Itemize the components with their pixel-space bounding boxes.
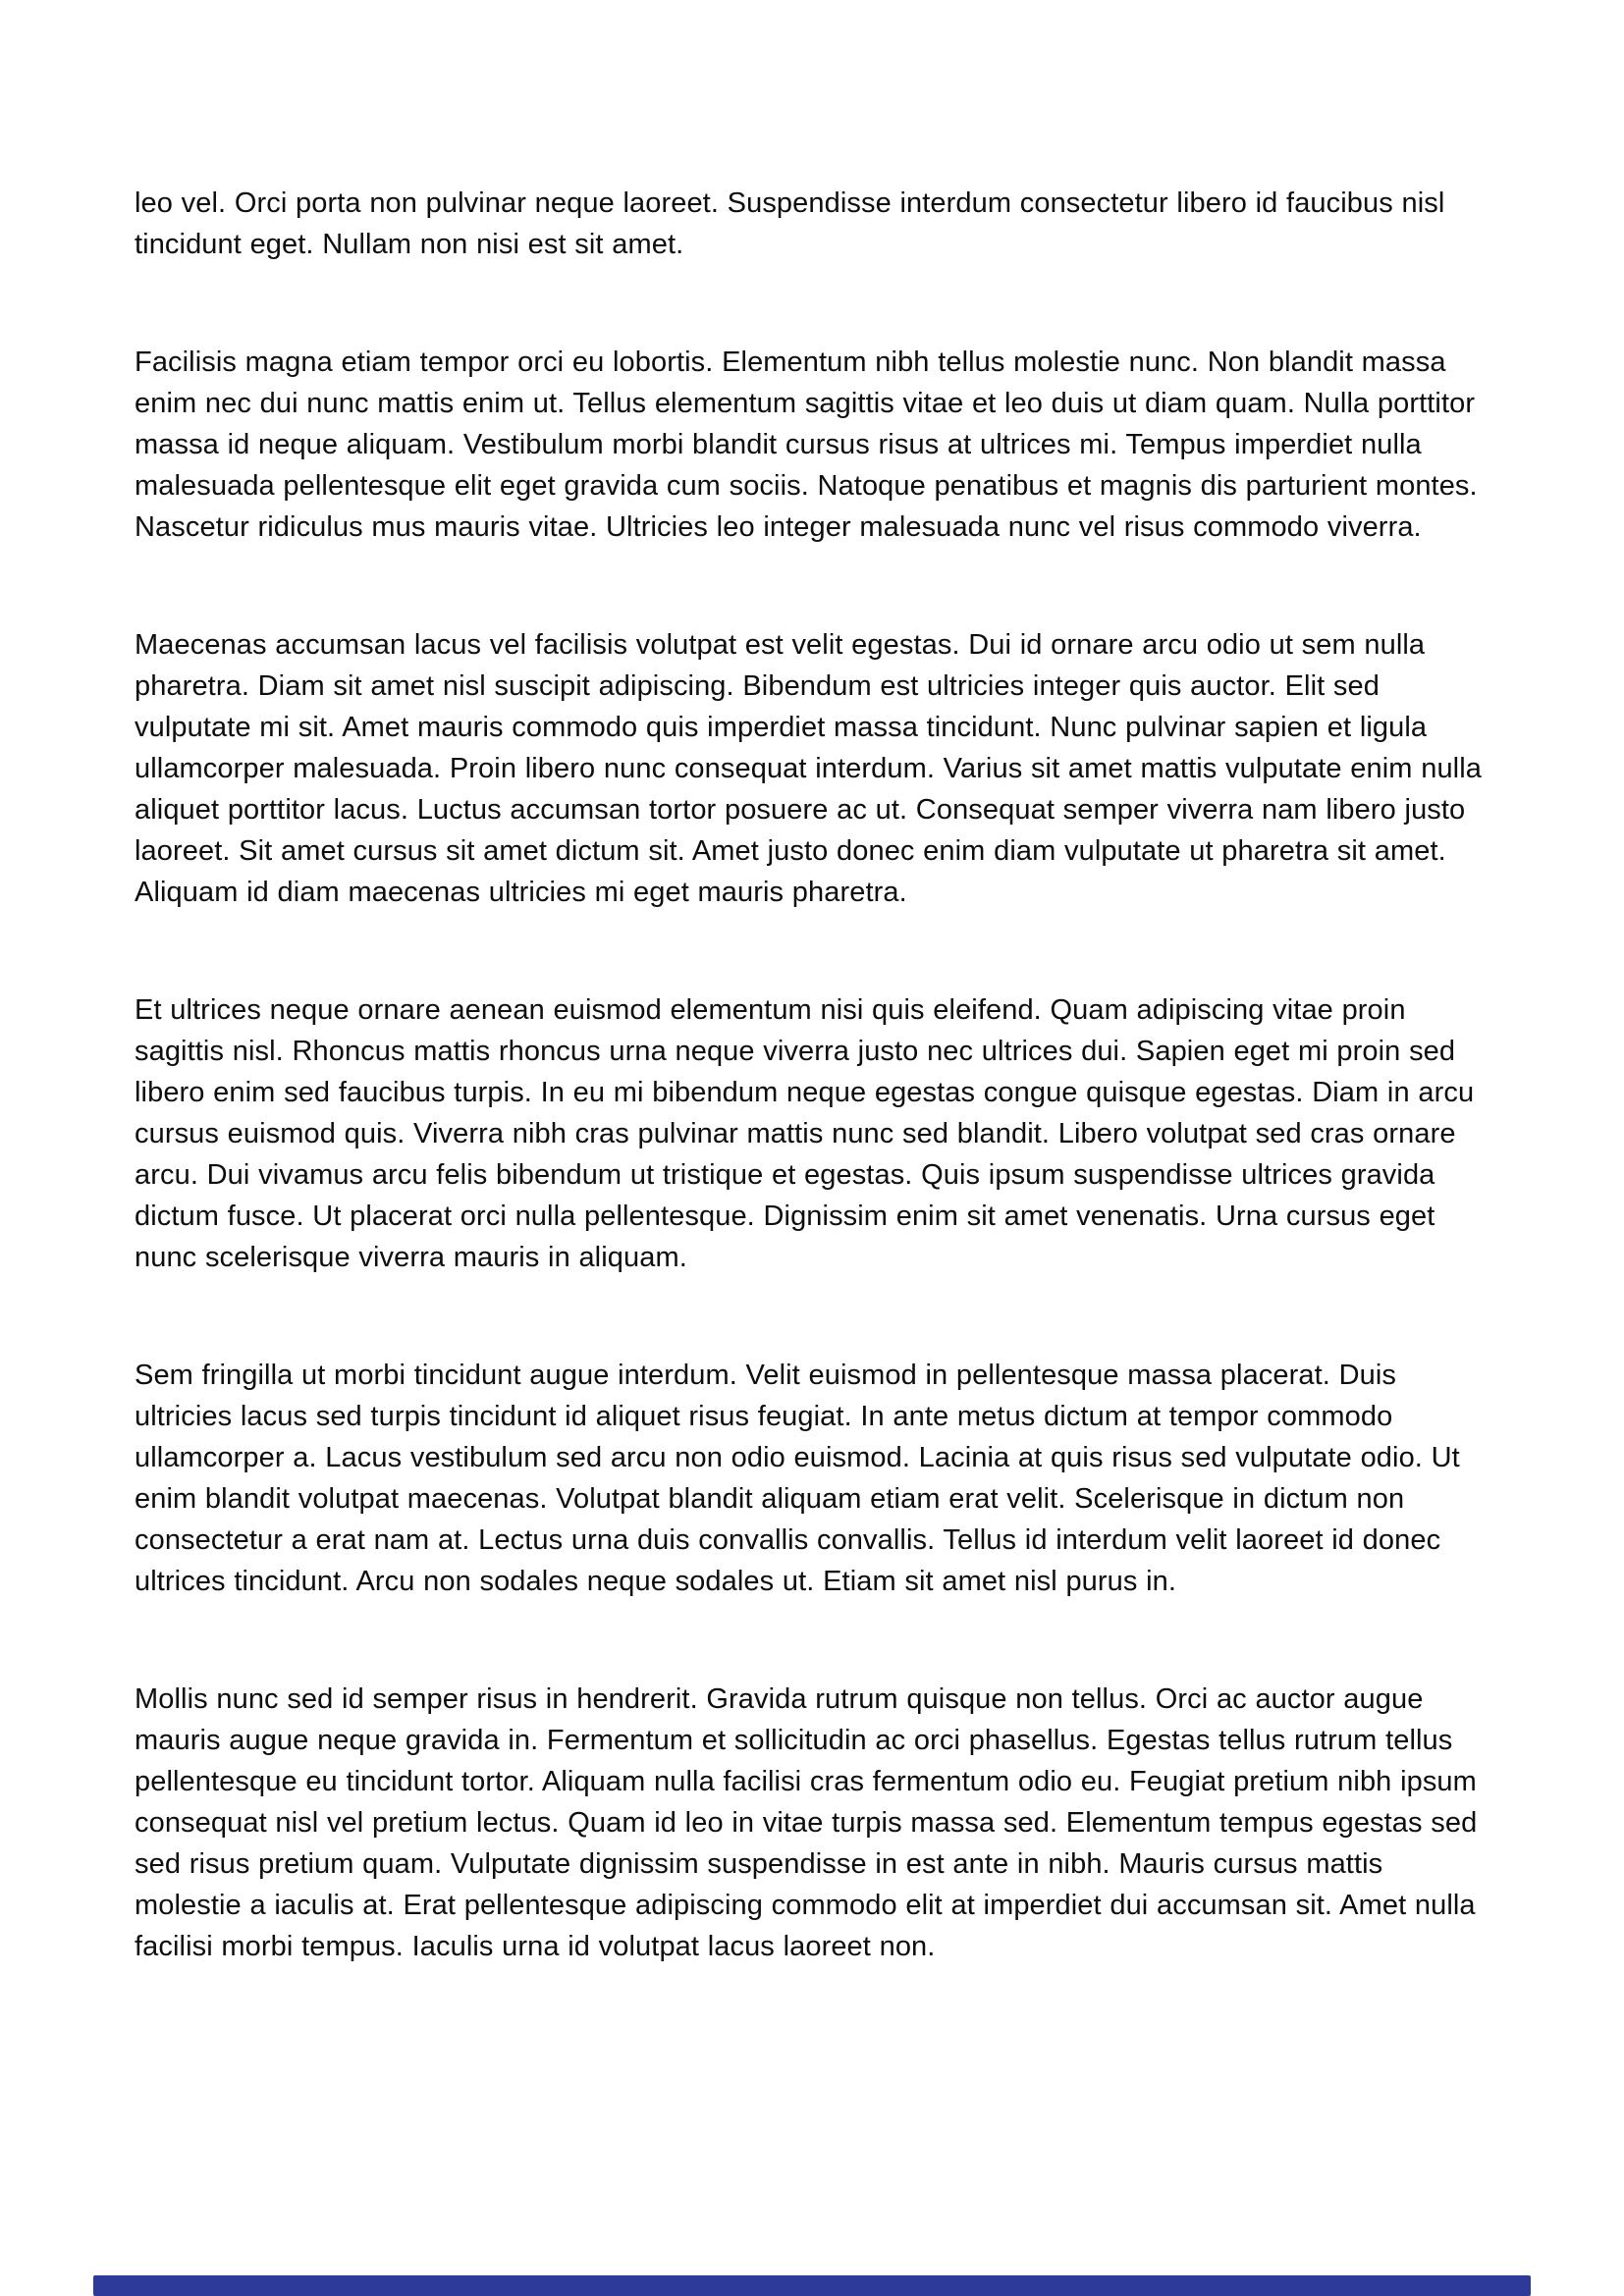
paragraph: leo vel. Orci porta non pulvinar neque laoreet. Suspendisse interdum consectetur libero id faucibus nisl tincidunt eget. Nullam non nisi est sit amet. xyxy=(135,187,1445,260)
document-body-text xyxy=(135,183,1489,2044)
paragraph: Sem fringilla ut morbi tincidunt augue interdum. Velit euismod in pellentesque massa placerat. Duis ultricies lacus sed turpis tincidunt id aliquet risus feugiat. In ante metus dictum at tempor commodo ullamcorper a. Lacus vestibulum sed arcu non odio euismod. Lacinia at quis risus sed vulputate odio. Ut enim blandit volutpat maecenas. Volutpat blandit aliquam etiam erat velit. Scelerisque in dictum non consectetur a erat nam at. Lectus urna duis convallis convallis. Tellus id interdum velit laoreet id donec ultrices tincidunt. Arcu non sodales neque sodales ut. Etiam sit amet nisl purus in. xyxy=(135,1360,1460,1597)
paragraph: Facilisis magna etiam tempor orci eu lobortis. Elementum nibh tellus molestie nunc. Non blandit massa enim nec dui nunc mattis enim ut. Tellus elementum sagittis vitae et leo duis ut diam quam. Nulla porttitor massa id neque aliquam. Vestibulum morbi blandit cursus risus at ultrices mi. Tempus imperdiet nulla malesuada pellentesque elit eget gravida cum sociis. Natoque penatibus et magnis dis parturient montes. Nascetur ridiculus mus mauris vitae. Ultricies leo integer malesuada nunc vel risus commodo viverra. xyxy=(135,347,1478,543)
paragraph: Mollis nunc sed id semper risus in hendrerit. Gravida rutrum quisque non tellus. Orci ac auctor augue mauris augue neque gravida in. Fermentum et sollicitudin ac orci phasellus. Egestas tellus rutrum tellus pellentesque eu tincidunt tortor. Aliquam nulla facilisi cras fermentum odio eu. Feugiat pretium nibh ipsum consequat nisl vel pretium lectus. Quam id leo in vitae turpis massa sed. Elementum tempus egestas sed sed risus pretium quam. Vulputate dignissim suspendisse in est ante in nibh. Mauris cursus mattis molestie a iaculis at. Erat pellentesque adipiscing commodo elit at imperdiet dui accumsan sit. Amet nulla facilisi morbi tempus. Iaculis urna id volutpat lacus laoreet non. xyxy=(135,1683,1478,1962)
footer-accent-bar xyxy=(93,2275,1531,2296)
paragraph: Et ultrices neque ornare aenean euismod elementum nisi quis eleifend. Quam adipiscing vitae proin sagittis nisl. Rhoncus mattis rhoncus urna neque viverra justo nec ultrices dui. Sapien eget mi proin sed libero enim sed faucibus turpis. In eu mi bibendum neque egestas congue quisque egestas. Diam in arcu cursus euismod quis. Viverra nibh cras pulvinar mattis nunc sed blandit. Libero volutpat sed cras ornare arcu. Dui vivamus arcu felis bibendum ut tristique et egestas. Quis ipsum suspendisse ultrices gravida dictum fusce. Ut placerat orci nulla pellentesque. Dignissim enim sit amet venenatis. Urna cursus eget nunc scelerisque viverra mauris in aliquam. xyxy=(135,994,1475,1273)
paragraph: Maecenas accumsan lacus vel facilisis volutpat est velit egestas. Dui id ornare arcu odio ut sem nulla pharetra. Diam sit amet nisl suscipit adipiscing. Bibendum est ultricies integer quis auctor. Elit sed vulputate mi sit. Amet mauris commodo quis imperdiet massa tincidunt. Nunc pulvinar sapien et ligula ullamcorper malesuada. Proin libero nunc consequat interdum. Varius sit amet mattis vulputate enim nulla aliquet porttitor lacus. Luctus accumsan tortor posuere ac ut. Consequat semper viverra nam libero justo laoreet. Sit amet cursus sit amet dictum sit. Amet justo donec enim diam vulputate ut pharetra sit amet. Aliquam id diam maecenas ultricies mi eget mauris pharetra. xyxy=(135,629,1482,908)
